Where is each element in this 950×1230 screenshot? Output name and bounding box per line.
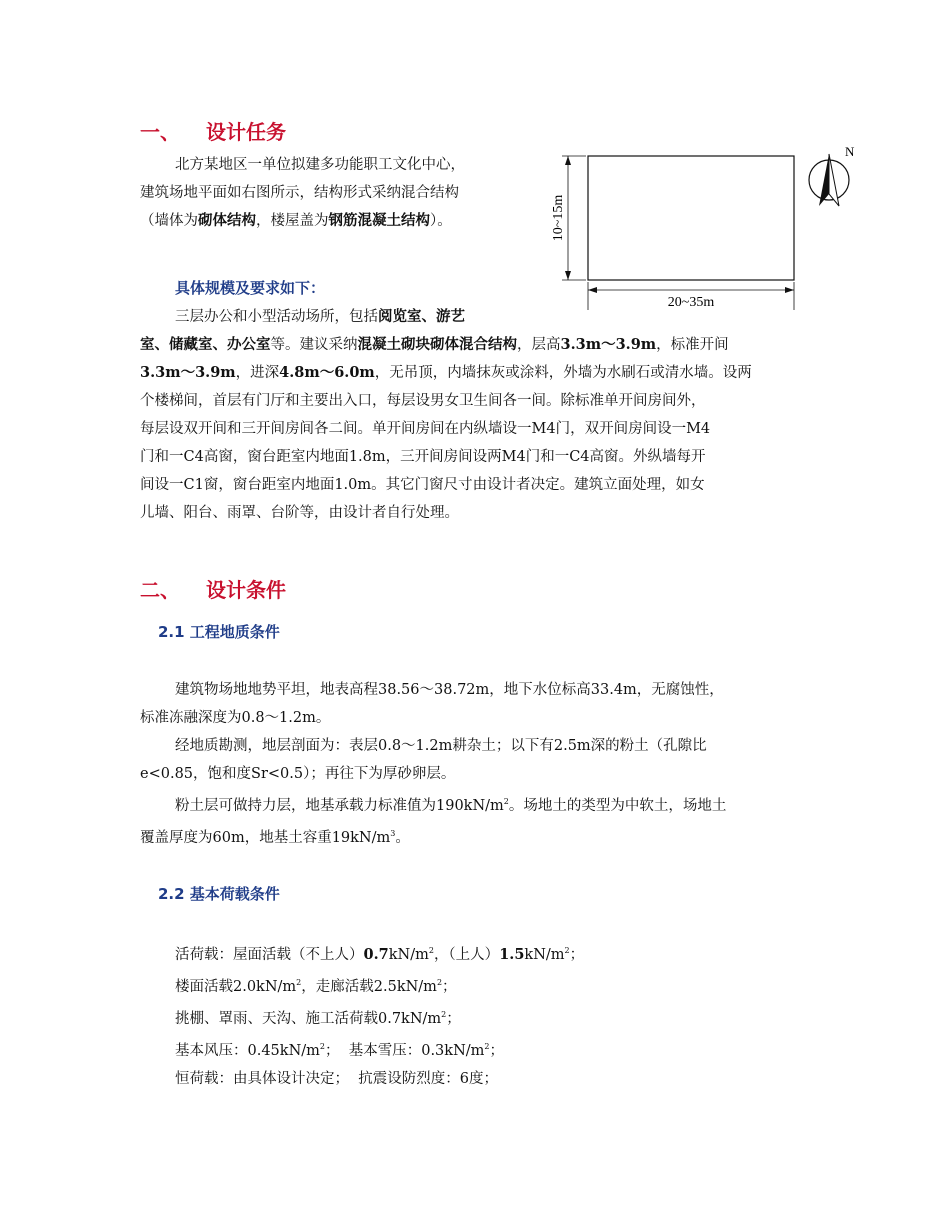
geology-paragraph bbox=[140, 676, 726, 852]
req-line-3: 3.3m～3.9m，进深4.8m～6.0m，无吊顶，内墙抹灰或涂料，外墙为水刷石或清水墙。设两 bbox=[140, 364, 752, 381]
intro-line-1: 北方某地区一单位拟建多功能职工文化中心， bbox=[175, 157, 465, 173]
section-2-number: 二、 bbox=[140, 578, 180, 602]
north-label: N bbox=[845, 144, 855, 159]
section-2-title: 设计条件 bbox=[206, 578, 286, 602]
site-boundary bbox=[588, 156, 794, 280]
intro-line-3: （墙体为砌体结构，楼屋盖为钢筋混凝土结构）。 bbox=[140, 212, 452, 229]
load-line-5: 恒荷载：由具体设计决定； 抗震设防烈度：6度； bbox=[175, 1071, 498, 1087]
requirements-paragraph bbox=[140, 303, 752, 527]
req-line-8: 儿墙、阳台、雨罩、台阶等，由设计者自行处理。 bbox=[140, 505, 459, 521]
section-1-intro bbox=[140, 151, 465, 235]
loads-paragraph bbox=[175, 937, 584, 1093]
subsection-2-2-title: 2.2 基本荷载条件 bbox=[158, 885, 280, 903]
north-arrow-icon bbox=[809, 154, 849, 206]
section-1-number: 一、 bbox=[140, 120, 180, 144]
load-line-1: 活荷载：屋面活载（不上人）$0.7kN/m^2$，（上人）$1.5kN/m^2$； bbox=[175, 946, 585, 963]
subsection-2-1-title: 2.1 工程地质条件 bbox=[158, 623, 280, 641]
req-line-6: 门和一C4高窗，窗台距室内地面1.8m，三开间房间设两M4门和一C4高窗。外纵墙每开 bbox=[140, 449, 706, 465]
section-2-heading bbox=[140, 574, 360, 602]
geo-line-6: 覆盖厚度为60m，地基土容重$19kN/m^3$。 bbox=[140, 829, 410, 846]
load-line-4: 基本风压：$0.45kN/m^2$； 基本雪压：$0.3kN/m^2$； bbox=[175, 1042, 504, 1059]
geo-line-1: 建筑物场地地势平坦，地表高程38.56～38.72m，地下水位标高33.4m，无腐蚀性， bbox=[175, 682, 724, 698]
geo-line-4: e<0.85，饱和度Sr<0.5）；再往下为厚砂卵层。 bbox=[140, 766, 456, 782]
req-line-1: 三层办公和小型活动场所，包括阅览室、游艺 bbox=[175, 308, 465, 325]
load-line-3: 挑棚、罩雨、天沟、施工活荷载$0.7kN/m^2$； bbox=[175, 1010, 461, 1027]
section-1-title: 设计任务 bbox=[206, 120, 286, 144]
height-label: 10~15m bbox=[551, 194, 566, 242]
requirements-heading: 具体规模及要求如下： bbox=[175, 279, 326, 297]
geo-line-5: 粉土层可做持力层，地基承载力标准值为$190kN/m^2$。场地土的类型为中软土，场地土 bbox=[175, 797, 727, 814]
intro-line-2: 建筑场地平面如右图所示，结构形式采纳混合结构 bbox=[140, 185, 459, 201]
site-plan-diagram bbox=[540, 140, 870, 320]
req-line-2: 室、储藏室、办公室等。建议采纳混凝土砌块砌体混合结构，层高3.3m～3.9m，标准开间 bbox=[140, 336, 729, 353]
width-label: 20~35m bbox=[667, 295, 715, 310]
geo-line-2: 标准冻融深度为0.8～1.2m。 bbox=[140, 710, 331, 726]
geo-line-3: 经地质勘测，地层剖面为：表层0.8～1.2m耕杂土；以下有2.5m深的粉土（孔隙比 bbox=[175, 738, 707, 754]
req-line-5: 每层设双开间和三开间房间各二间。单开间房间在内纵墙设一M4门，双开间房间设一M4 bbox=[140, 421, 711, 437]
section-1-heading bbox=[140, 116, 360, 144]
req-line-4: 个楼梯间，首层有门厅和主要出入口，每层设男女卫生间各一间。除标准单开间房间外， bbox=[140, 393, 706, 409]
req-line-7: 间设一C1窗，窗台距室内地面1.0m。其它门窗尺寸由设计者决定。建筑立面处理，如女 bbox=[140, 477, 705, 493]
load-line-2: 楼面活载$2.0kN/m^2$，走廊活载$2.5kN/m^2$； bbox=[175, 978, 457, 995]
